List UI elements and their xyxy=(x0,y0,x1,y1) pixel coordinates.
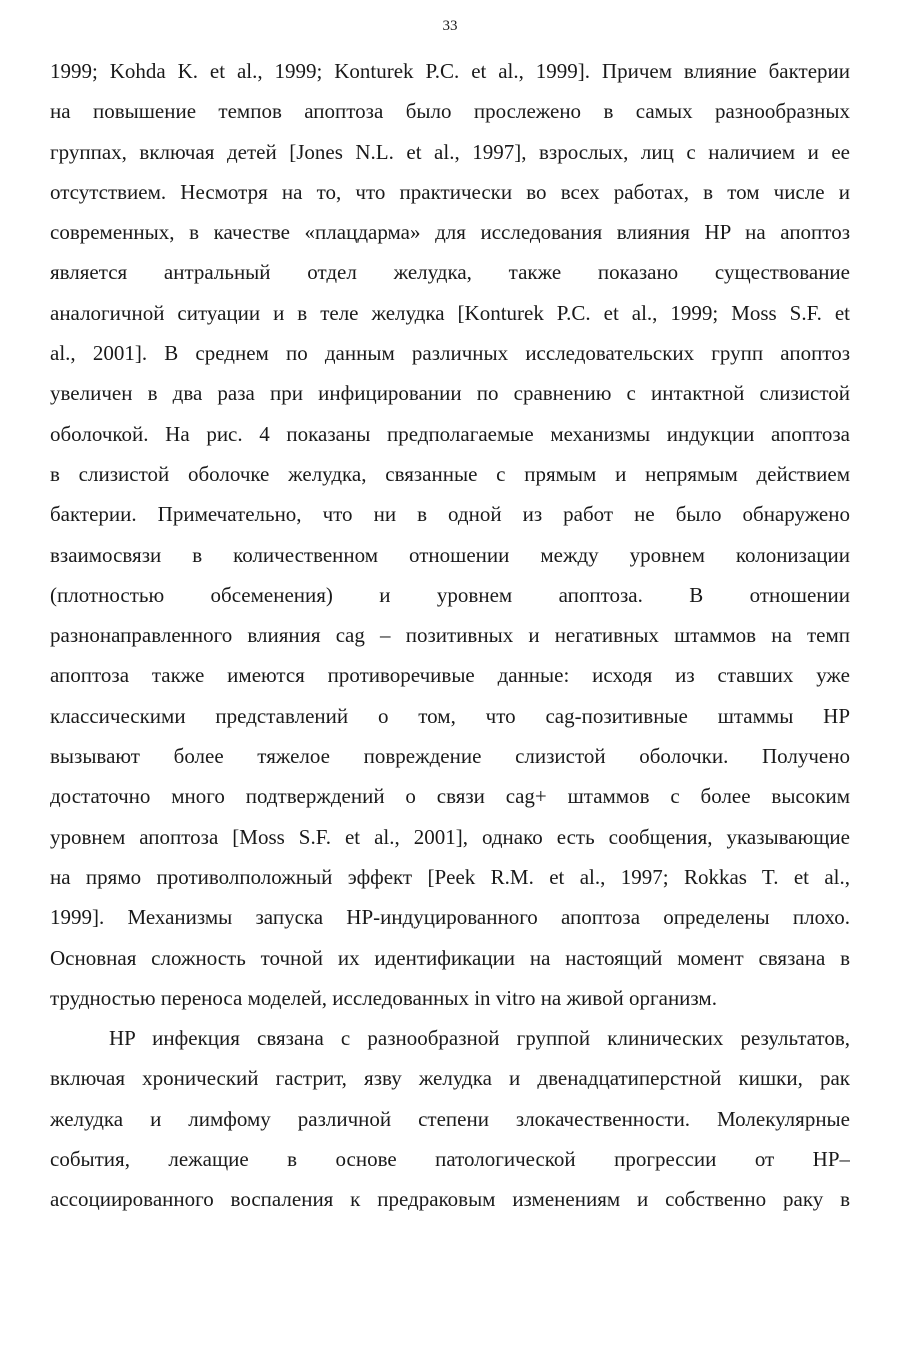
text-line: является антральный отдел желудка, также показано существование xyxy=(50,260,850,285)
text-line: разнонаправленного влияния cag – позитивных и негативных штаммов на темп xyxy=(50,623,850,648)
text-line: современных, в качестве «плацдарма» для исследования влияния HP на апоптоз xyxy=(50,220,850,245)
text-line: отсутствием. Несмотря на то, что практически во всех работах, в том числе и xyxy=(50,179,850,204)
text-line: взаимосвязи в количественном отношении между уровнем колонизации xyxy=(50,542,850,567)
text-line: на прямо противолположный эффект [Peek R.M. et al., 1997; Rokkas T. et al., xyxy=(50,864,850,889)
text-line: 1999; Kohda K. et al., 1999; Konturek P.C. et al., 1999]. Причем влияние бактерии xyxy=(50,59,850,83)
text-line: al., 2001]. В среднем по данным различных исследовательских групп апоптоз xyxy=(50,341,850,366)
text-line: оболочкой. На рис. 4 показаны предполагаемые механизмы индукции апоптоза xyxy=(50,421,850,446)
text-line: желудка и лимфому различной степени злокачественности. Молекулярные xyxy=(50,1106,850,1131)
text-line: увеличен в два раза при инфицировании по сравнению с интактной слизистой xyxy=(50,381,850,406)
text-line: 1999]. Механизмы запуска HP-индуцированного апоптоза определены плохо. xyxy=(50,905,850,930)
text-line: вызывают более тяжелое повреждение слизистой оболочки. Получено xyxy=(50,744,850,769)
paragraph xyxy=(50,51,850,1018)
text-line: бактерии. Примечательно, что ни в одной из работ не было обнаружено xyxy=(50,502,850,527)
text-line: ассоциированного воспаления к предраковым изменениям и собственно раку в xyxy=(50,1187,850,1212)
text-line: Основная сложность точной их идентификации на настоящий момент связана в xyxy=(50,945,850,970)
text-line: группах, включая детей [Jones N.L. et al., 1997], взрослых, лиц с наличием и ее xyxy=(50,139,850,164)
text-line: аналогичной ситуации и в теле желудка [Konturek P.C. et al., 1999; Moss S.F. et xyxy=(50,300,850,325)
text-line: апоптоза также имеются противоречивые данные: исходя из ставших уже xyxy=(50,663,850,688)
text-line: трудностью переноса моделей, исследованных in vitro на живой организм. xyxy=(50,985,717,1010)
text-line: (плотностью обсеменения) и уровнем апоптоза. В отношении xyxy=(50,582,850,607)
text-line: включая хронический гастрит, язву желудка и двенадцатиперстной кишки, рак xyxy=(50,1066,850,1091)
text-line: достаточно много подтверждений о связи cag+ штаммов с более высоким xyxy=(50,784,850,809)
text-line: на повышение темпов апоптоза было прослежено в самых разнообразных xyxy=(50,99,850,124)
text-line: события, лежащие в основе патологической прогрессии от HP– xyxy=(50,1147,850,1172)
text-line: уровнем апоптоза [Moss S.F. et al., 2001], однако есть сообщения, указывающие xyxy=(50,824,850,849)
paragraph xyxy=(50,1018,850,1219)
text-line: HP инфекция связана с разнообразной группой клинических результатов, xyxy=(109,1026,850,1051)
document-body xyxy=(50,51,850,1220)
text-line: классическими представлений о том, что cag-позитивные штаммы HP xyxy=(50,703,850,728)
text-line: в слизистой оболочке желудка, связанные с прямым и непрямым действием xyxy=(50,461,850,486)
page-number: 33 xyxy=(442,18,458,34)
